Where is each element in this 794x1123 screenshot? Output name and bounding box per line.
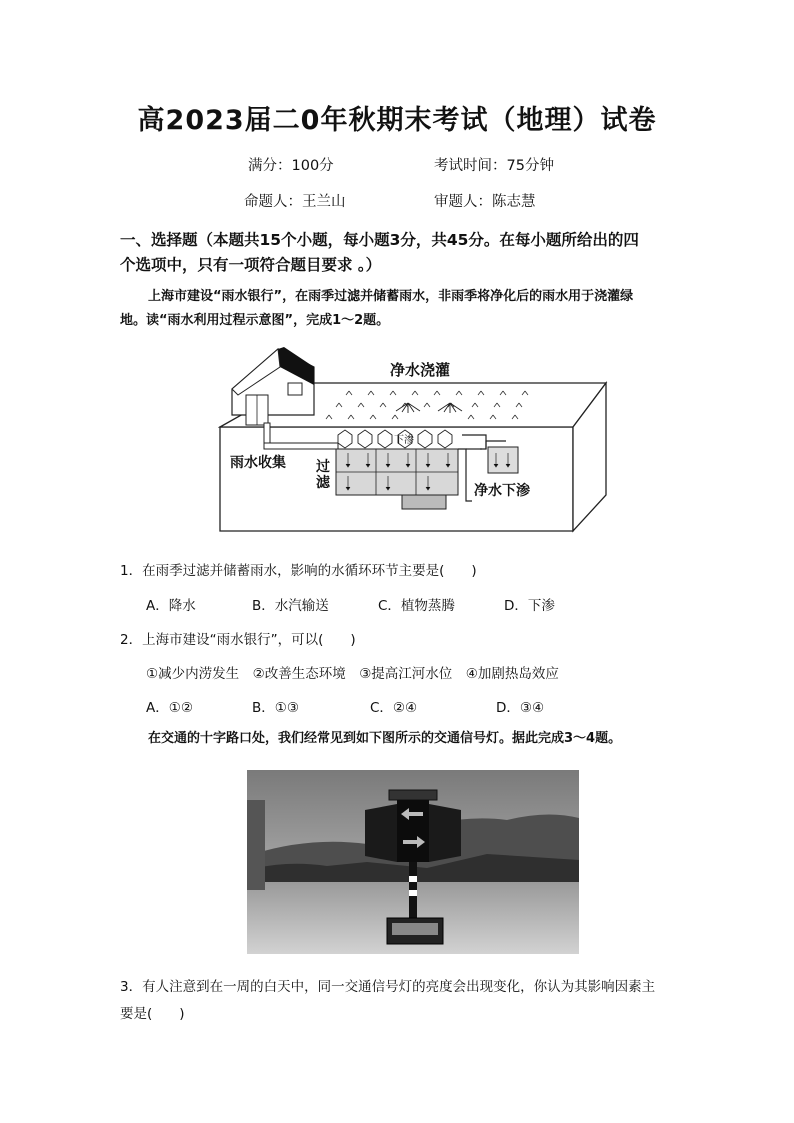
page-title: 高2023届二0年秋期末考试（地理）试卷 [137, 105, 657, 136]
reviewer: 审题人：陈志慧 [434, 194, 536, 210]
q1-option-b: B．水汽输送 [252, 598, 329, 614]
q2-option-a: A．①② [146, 700, 193, 716]
q2-option-d: D．③④ [496, 700, 545, 716]
q1-option-a: A．降水 [146, 598, 196, 614]
signal-head-left [365, 804, 397, 862]
signal-head-right [429, 804, 461, 862]
rainwater-diagram [218, 345, 610, 533]
label-irrigation: 净水浇灌 [390, 361, 451, 379]
infiltration-box [488, 447, 518, 473]
traffic-light-photo [247, 770, 579, 954]
collection-pipe [264, 443, 338, 449]
intro2: 在交通的十字路口处，我们经常见到如下图所示的交通信号灯。据此完成3～4题。 [148, 731, 622, 746]
signal-head-center [397, 800, 429, 862]
section-heading-line1: 一、选择题（本题共15个小题，每小题3分，共45分。在每小题所给出的四 [120, 231, 639, 249]
question-3-line1: 3．有人注意到在一周的白天中，同一交通信号灯的亮度会出现变化，你认为其影响因素主 [120, 979, 656, 995]
exam-time: 考试时间：75分钟 [434, 158, 554, 174]
q1-option-d: D．下渗 [504, 598, 555, 614]
section-heading-line2: 个选项中，只有一项符合题目要求 。） [120, 256, 382, 274]
label-collection: 雨水收集 [230, 455, 286, 471]
q2-option-c: C．②④ [370, 700, 418, 716]
label-filter-2: 滤 [316, 475, 330, 491]
full-score: 满分：100分 [248, 158, 334, 174]
q2-statements: ①减少内涝发生 ②改善生态环境 ③提高江河水位 ④加剧热岛效应 [146, 666, 559, 682]
pole [409, 854, 417, 924]
q1-option-c: C．植物蒸腾 [378, 598, 455, 614]
intro1-line2: 地。读“雨水利用过程示意图”，完成1～2题。 [120, 313, 390, 328]
house-icon [232, 347, 314, 425]
question-3-line2: 要是( ) [120, 1006, 185, 1022]
label-clean-infiltration: 净水下渗 [474, 483, 530, 499]
author: 命题人：王兰山 [244, 194, 346, 210]
storage-tank [402, 495, 446, 509]
label-filter-1: 过 [316, 459, 330, 475]
intro1-line1: 上海市建设“雨水银行”，在雨季过滤并储蓄雨水，非雨季将净化后的雨水用于浇灌绿 [148, 289, 634, 304]
solar-panel-top [389, 790, 437, 800]
building [247, 800, 265, 890]
question-2-stem: 2．上海市建设“雨水银行”，可以( ) [120, 632, 356, 648]
label-infiltration: 下渗 [394, 435, 414, 446]
q2-option-b: B．①③ [252, 700, 299, 716]
question-1-stem: 1．在雨季过滤并储蓄雨水，影响的水循环环节主要是( ) [120, 563, 477, 579]
